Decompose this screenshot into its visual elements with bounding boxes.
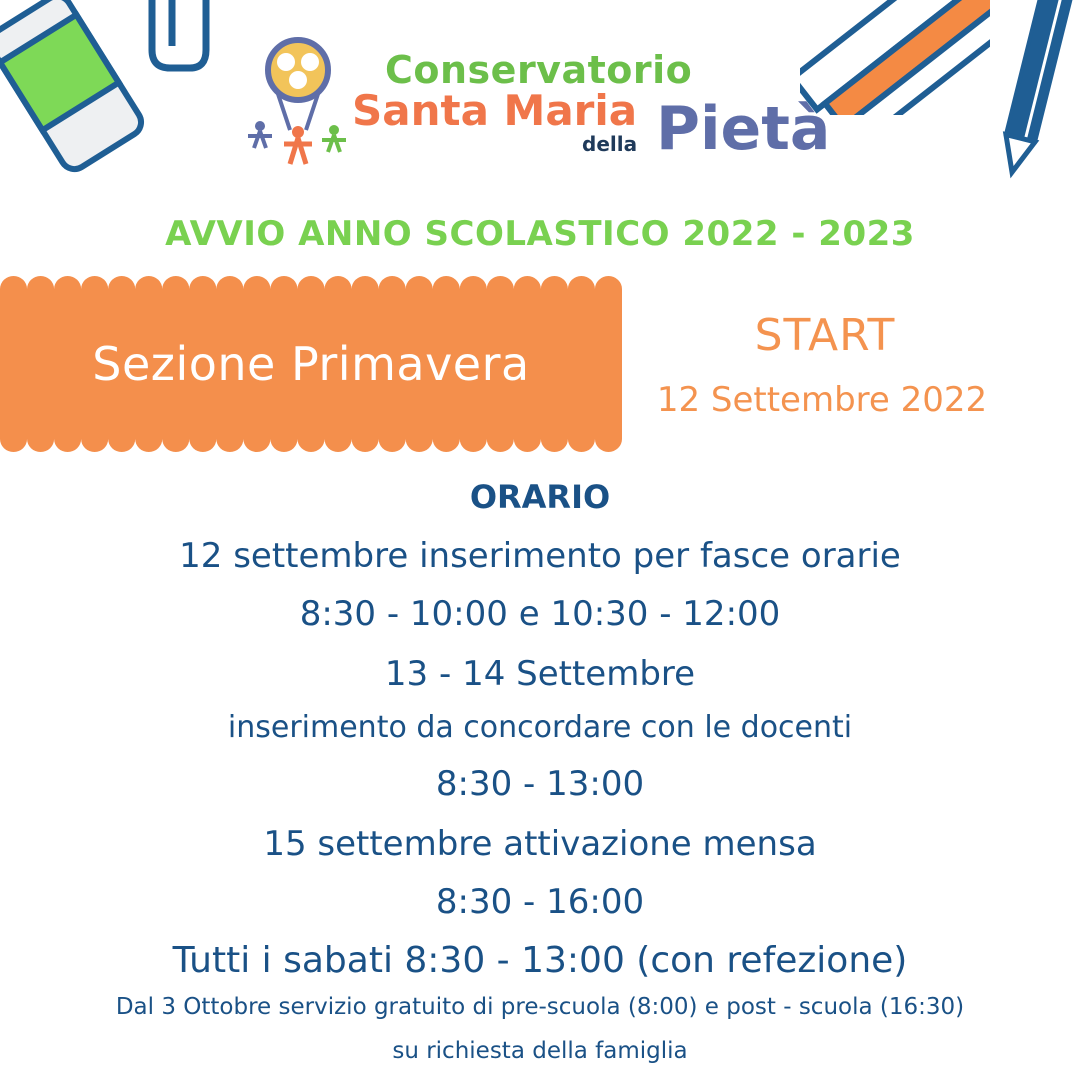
logo-balloon-icon — [238, 32, 353, 172]
schedule-line: 8:30 - 10:00 e 10:30 - 12:00 — [299, 594, 781, 634]
page-subtitle: AVVIO ANNO SCOLASTICO 2022 - 2023 — [165, 214, 915, 254]
brand-line-1: Conservatorio — [385, 48, 693, 92]
pen-icon — [990, 0, 1080, 180]
schedule-line: 8:30 - 16:00 — [435, 882, 645, 922]
paperclip-icon — [140, 0, 220, 80]
schedule-line: 13 - 14 Settembre — [384, 654, 696, 694]
eraser-icon — [0, 0, 160, 180]
schedule-line: 12 settembre inserimento per fasce orarie — [179, 536, 901, 576]
brand-line-2: Santa Maria — [352, 86, 638, 135]
section-title: Sezione Primavera — [92, 337, 530, 391]
schedule-note: su richiesta della famiglia — [392, 1038, 688, 1064]
start-label: START — [754, 310, 896, 361]
schedule-line: 15 settembre attivazione mensa — [263, 824, 817, 864]
schedule-note: Dal 3 Ottobre servizio gratuito di pre-scuola (8:00) e post - scuola (16:30) — [115, 994, 965, 1020]
brand-line-4: Pietà — [656, 94, 831, 164]
schedule-line: Tutti i sabati 8:30 - 13:00 (con refezione) — [172, 940, 908, 981]
schedule-line: 8:30 - 13:00 — [435, 764, 645, 804]
schedule-heading: ORARIO — [469, 478, 611, 516]
schedule-line: inserimento da concordare con le docenti — [227, 710, 853, 745]
brand-line-3: della — [582, 132, 638, 156]
start-date: 12 Settembre 2022 — [656, 380, 988, 420]
